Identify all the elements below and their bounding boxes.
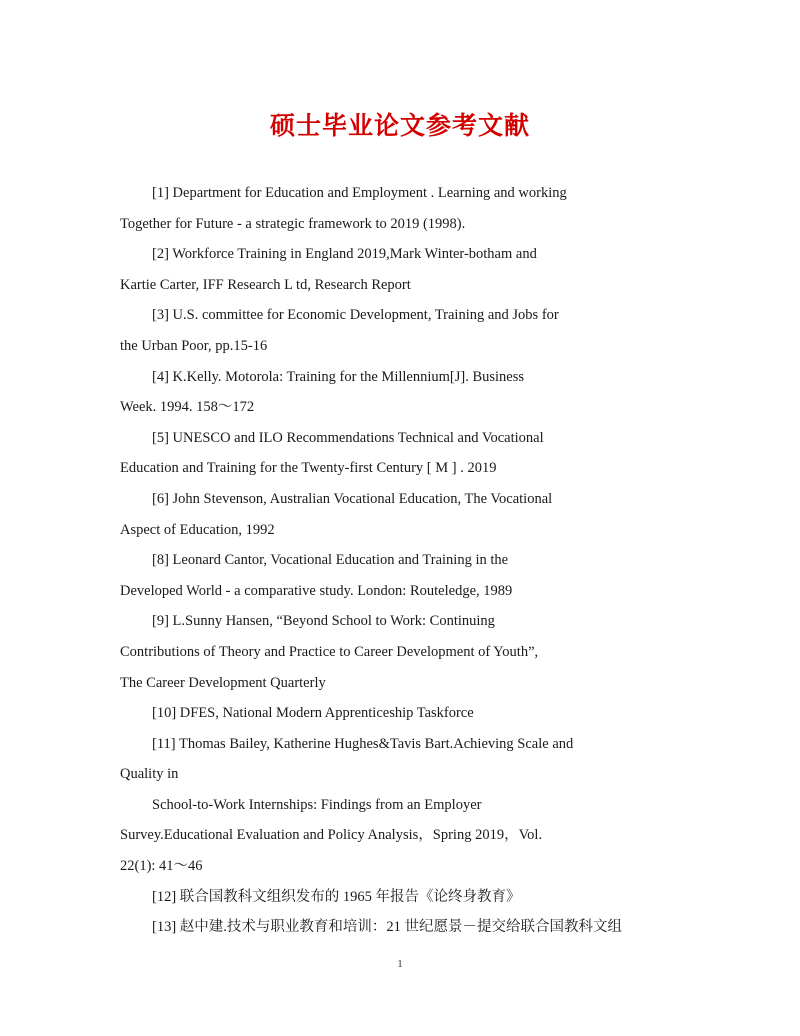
- reference-line: [6] John Stevenson, Australian Vocational Education, The Vocational: [152, 490, 553, 507]
- reference-line: [10] DFES, National Modern Apprenticeship Taskforce: [152, 705, 474, 722]
- reference-line: Contributions of Theory and Practice to Career Development of Youth”,: [120, 643, 539, 660]
- reference-line: [11] Thomas Bailey, Katherine Hughes&Tavis Bart.Achieving Scale and: [152, 735, 574, 752]
- reference-line: Week. 1994. 158～172: [120, 399, 255, 416]
- reference-line: [1] Department for Education and Employment . Learning and working: [152, 185, 567, 201]
- reference-line: Kartie Carter, IFF Research L td, Research Report: [120, 276, 411, 293]
- reference-line: the Urban Poor, pp.15-16: [120, 337, 268, 354]
- reference-line: Developed World - a comparative study. London: Routeledge, 1989: [120, 582, 513, 599]
- reference-line: Survey.Educational Evaluation and Policy Analysis，Spring 2019，Vol.: [120, 827, 543, 844]
- page-number: 1: [397, 958, 403, 970]
- reference-line: Aspect of Education, 1992: [120, 521, 275, 538]
- reference-line: [2] Workforce Training in England 2019,Mark Winter-botham and: [152, 246, 537, 263]
- document-title: 硕士毕业论文参考文献: [269, 111, 530, 140]
- reference-line: [5] UNESCO and ILO Recommendations Technical and Vocational: [152, 429, 544, 446]
- reference-line: The Career Development Quarterly: [120, 674, 326, 691]
- reference-line: Together for Future - a strategic framework to 2019 (1998).: [120, 215, 466, 232]
- reference-line: Education and Training for the Twenty-first Century [ M ] . 2019: [120, 460, 497, 477]
- reference-line: 22(1): 41～46: [120, 858, 203, 875]
- reference-line: [12] 联合国教科文组织发布的 1965 年报告《论终身教育》: [152, 888, 521, 905]
- reference-line: Quality in: [120, 766, 179, 783]
- reference-line: [9] L.Sunny Hansen, “Beyond School to Work: Continuing: [152, 613, 495, 630]
- reference-line: [8] Leonard Cantor, Vocational Education and Training in the: [152, 552, 509, 569]
- reference-line: School-to-Work Internships: Findings from an Employer: [152, 796, 482, 813]
- reference-list: [120, 178, 682, 943]
- reference-line: [13] 赵中建.技术与职业教育和培训：21 世纪愿景－提交给联合国教科文组: [152, 919, 623, 936]
- reference-line: [3] U.S. committee for Economic Development, Training and Jobs for: [152, 307, 559, 324]
- reference-line: [4] K.Kelly. Motorola: Training for the Millennium[J]. Business: [152, 368, 525, 385]
